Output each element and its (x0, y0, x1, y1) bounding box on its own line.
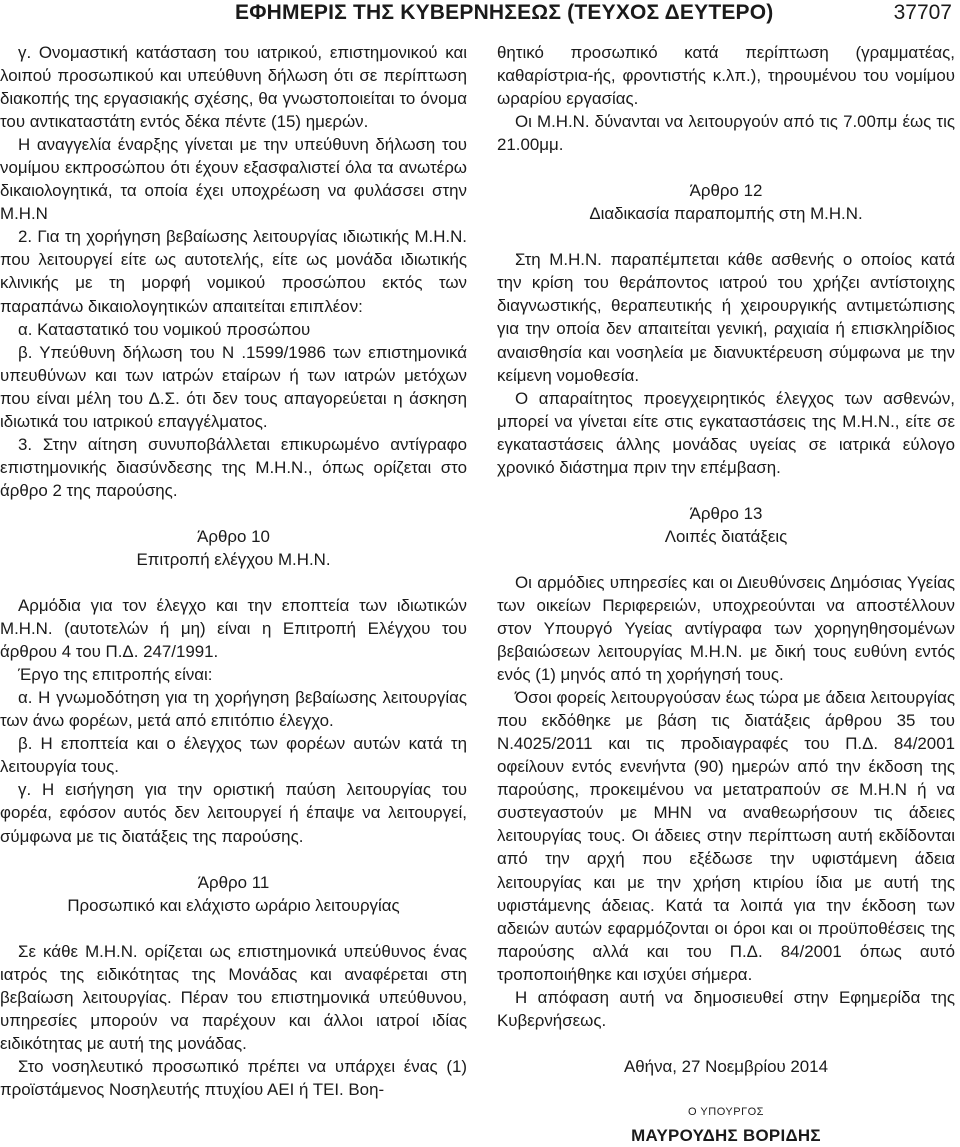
paragraph: Αρμόδια για τον έλεγχο και την εποπτεία των ιδιωτικών Μ.Η.Ν. (αυτοτελών ή μη) είναι η Επιτροπή Ελέγχου του άρθρου 4 του Π.Δ. 247/1991. (0, 596, 467, 662)
article-13-heading: Άρθρο 13 (689, 503, 763, 523)
left-column (0, 41, 467, 1101)
page-number: 37707 (893, 1, 952, 24)
article-10-subtitle: Επιτροπή ελέγχου Μ.Η.Ν. (136, 549, 331, 569)
article-13-subtitle: Λοιπές διατάξεις (664, 526, 788, 546)
paragraph: Στο νοσηλευτικό προσωπικό πρέπει να υπάρχει ένας (1) προϊστάμενος Νοσηλευτής πτυχίου ΑΕΙ ή ΤΕΙ. Βοη- (0, 1056, 467, 1099)
list-item: α. Η γνωμοδότηση για τη χορήγηση βεβαίωσης λειτουργίας των άνω φορέων, μετά από επιτόπιο έλεγχο. (0, 688, 467, 731)
paragraph: Στη Μ.Η.Ν. παραπέμπεται κάθε ασθενής ο οποίος κατά την κρίση του θεράποντος ιατρού του χρήζει αντίστοιχης διαγνωστικής, θεραπευτικής ή χειρουργικής αντιμετώπισης για την οποία δεν απαιτείται γενική, ραχιαία ή επισκληρίδιος αναισθησία και νοσηλεία με διανυκτέρευση σύμφωνα με την κείμενη νομοθεσία. (497, 250, 955, 385)
paragraph: Οι αρμόδιες υπηρεσίες και οι Διευθύνσεις Δημόσιας Υγείας των οικείων Περιφερειών, υποχρεούνται να αποστέλλουν στον Υπουργό Υγείας αντίγραφα των χορηγηθησομένων βεβαιώσεων λειτουργίας Μ.Η.Ν. με δική τους ευθύνη εντός ενός (1) μηνός από τη χορήγησή τους. (497, 572, 955, 685)
page-header (0, 0, 960, 30)
list-item: β. Η εποπτεία και ο έλεγχος των φορέων αυτών κατά τη λειτουργία τους. (0, 734, 467, 777)
minister-title: Ο ΥΠΟΥΡΓΟΣ (688, 1105, 764, 1118)
paragraph: γ. Ονομαστική κατάσταση του ιατρικού, επιστημονικού και λοιπού προσωπικού και υπεύθυνη δήλωση ότι σε περίπτωση διακοπής της εργασιακής σχέσης, θα γνωστοποιείται το όνομα του αντικαταστάτη εντός δέκα πέντε (15) ημερών. (0, 43, 467, 132)
article-12-subtitle: Διαδικασία παραπομπής στη Μ.Η.Ν. (589, 204, 863, 224)
paragraph: θητικό προσωπικό κατά περίπτωση (γραμματέας, καθαρίστρια-ής, φροντιστής κ.λπ.), τηρουμένου του νομίμου ωραρίου εργασίας. (497, 43, 955, 109)
article-11-heading: Άρθρο 11 (197, 872, 270, 892)
right-column (497, 41, 955, 1147)
article-10-heading: Άρθρο 10 (197, 526, 270, 546)
signing-date: Αθήνα, 27 Νοεμβρίου 2014 (624, 1056, 828, 1076)
paragraph: 2. Για τη χορήγηση βεβαίωσης λειτουργίας ιδιωτικής Μ.Η.Ν. που λειτουργεί είτε ως αυτοτελής, είτε ως μονάδα ιδιωτικής κλινικής με τη μορφή νομικού προσώπου εκτός των παραπάνω δικαιολογητικών απαιτείται επιπλέον: (0, 227, 467, 316)
article-12-heading: Άρθρο 12 (689, 181, 763, 201)
paragraph: 3. Στην αίτηση συνυποβάλλεται επικυρωμένο αντίγραφο επιστημονικής διασύνδεσης της Μ.Η.Ν., όπως ορίζεται στο άρθρο 2 της παρούσης. (0, 434, 467, 500)
paragraph: Όσοι φορείς λειτουργούσαν έως τώρα με άδεια λειτουργίας που εκδόθηκε με βάση τις διατάξεις άρθρου 35 του Ν.4025/2011 και τις προδιαγραφές του Π.Δ. 84/2001 οφείλουν εντός ενενήντα (90) ημερών από την έκδοση της παρούσης, προκειμένου να μετατραπούν σε Μ.Η.Ν ή να συστεγαστούν με ΜΗΝ να αναθεωρήσουν τις άδειες λειτουργίας τους. Οι άδειες στην περίπτωση αυτή εκδίδονται από την αρχή που εξέδωσε την υφιστάμενη άδεια λειτουργίας και με την χρήση κτιρίου ίδια με αυτή της υφιστάμενης άδειας. Κατά τα λοιπά για την έκδοση των αδειών αυτών εφαρμόζονται οι όροι και οι προϋποθέσεις της παρούσης αλλά και του Π.Δ. 84/2001 όπως αυτό τροποποιήθηκε και ισχύει σήμερα. (497, 688, 955, 984)
list-item: β. Υπεύθυνη δήλωση του Ν .1599/1986 των επιστημονικά υπευθύνων και των ιατρών εταίρων ή των ιατρών μετόχων που είναι μέλη του Δ.Σ. ότι δεν τους απαγορεύεται η άσκηση ιδιωτικά του ιατρικού επαγγέλματος. (0, 342, 467, 431)
list-item: γ. Η εισήγηση για την οριστική παύση λειτουργίας του φορέα, εφόσον αυτός δεν λειτουργεί ή έπαψε να λειτουργεί, σύμφωνα με τις διατάξεις της παρούσης. (0, 780, 467, 846)
minister-signature-name: ΜΑΥΡΟΥΔΗΣ ΒΟΡΙΔΗΣ (631, 1125, 821, 1145)
gazette-title: ΕΦΗΜΕΡΙΣ ΤΗΣ ΚΥΒΕΡΝΗΣΕΩΣ (ΤΕΥΧΟΣ ΔΕΥΤΕΡΟ) (235, 1, 774, 24)
paragraph: Σε κάθε Μ.Η.Ν. ορίζεται ως επιστημονικά υπεύθυνος ένας ιατρός της ειδικότητας της Μονάδας και αναφέρεται στη βεβαίωση λειτουργίας. Πέραν του επιστημονικά υπεύθυνου, υπηρεσίες μπορούν να παρέχουν και άλλοι ιατροί ιδίας ειδικότητας με αυτή της μονάδας. (0, 941, 467, 1053)
paragraph: Η αναγγελία έναρξης γίνεται με την υπεύθυνη δήλωση του νομίμου εκπροσώπου ότι έχουν εξασφαλιστεί όλα τα ανωτέρω δικαιολογητικά, τα οποία έχει υποχρέωση να φυλάσσει στην Μ.Η.Ν (0, 135, 467, 224)
paragraph: Έργο της επιτροπής είναι: (18, 665, 213, 685)
paragraph: Ο απαραίτητος προεγχειρητικός έλεγχος των ασθενών, μπορεί να γίνεται είτε στις εγκαταστάσεις της Μ.Η.Ν., είτε σε εγκαταστάσεις άλλης μονάδας υγείας σε ιατρικά εύλογο χρονικό διάστημα πριν την επέμβαση. (497, 388, 955, 477)
paragraph: Οι Μ.Η.Ν. δύνανται να λειτουργούν από τις 7.00πμ έως τις 21.00μμ. (497, 112, 955, 155)
article-11-subtitle: Προσωπικό και ελάχιστο ωράριο λειτουργίας (67, 895, 400, 915)
paragraph: Η απόφαση αυτή να δημοσιευθεί στην Εφημερίδα της Κυβερνήσεως. (497, 987, 955, 1030)
list-item: α. Καταστατικό του νομικού προσώπου (18, 319, 311, 339)
